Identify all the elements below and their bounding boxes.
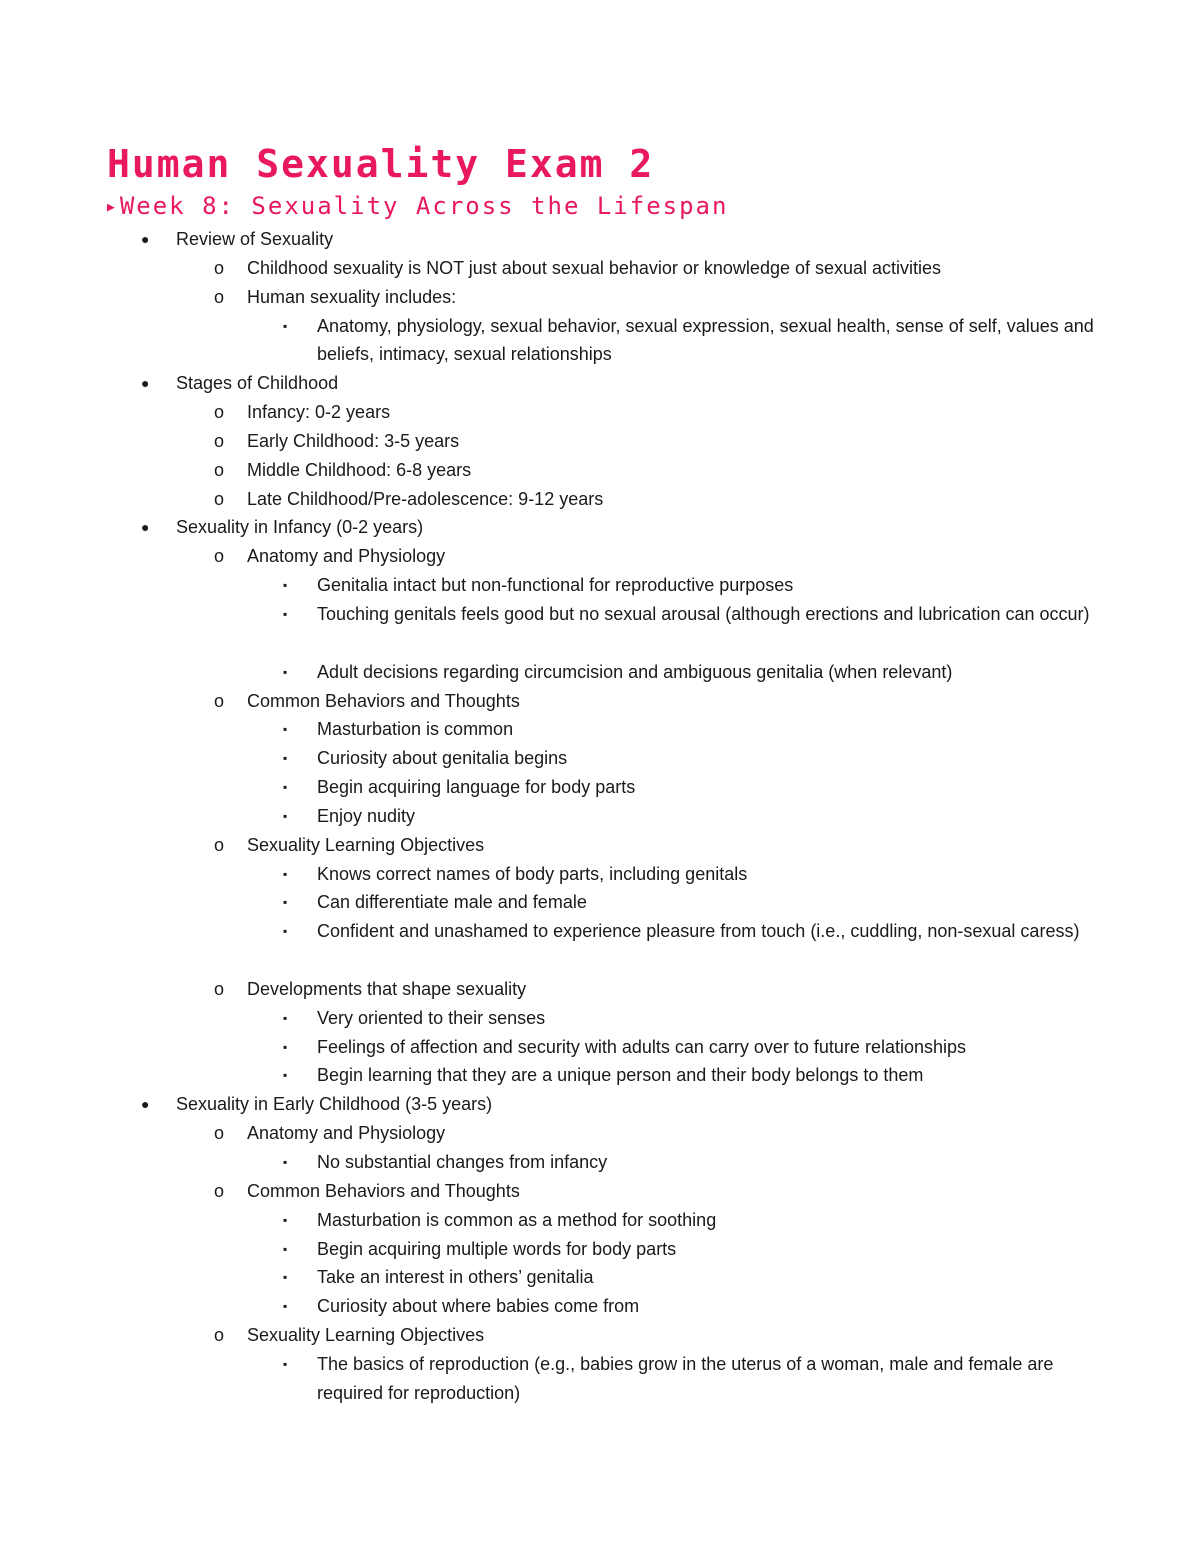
outline-item-level-3 [0, 1292, 1200, 1321]
circle-bullet-icon: o [214, 690, 225, 711]
outline-item-text: Common Behaviors and Thoughts [247, 690, 520, 711]
outline-item-level-3 [0, 860, 1200, 889]
circle-bullet-icon: o [214, 546, 225, 567]
outline-item-text: Review of Sexuality [176, 229, 334, 249]
outline-item-text: Childhood sexuality is NOT just about sexual behavior or knowledge of sexual activities [247, 257, 942, 278]
outline-item-text: Masturbation is common [317, 719, 514, 740]
outline-item-text: Genitalia intact but non-functional for reproductive purposes [317, 575, 794, 596]
outline-item-text: Sexuality in Infancy (0-2 years) [176, 517, 424, 538]
outline-item-text: Begin acquiring multiple words for body parts [317, 1238, 677, 1259]
outline-item-level-2 [0, 427, 1200, 456]
outline-item-text: Common Behaviors and Thoughts [247, 1180, 520, 1201]
bullet-icon: ● [141, 375, 150, 392]
outline-item-text: Anatomy and Physiology [247, 546, 446, 567]
outline-item-level-3 [0, 1004, 1200, 1033]
outline-item-level-2 [0, 542, 1200, 571]
section-heading [107, 190, 728, 224]
circle-bullet-icon: o [214, 430, 225, 451]
outline-item-text: Masturbation is common as a method for soothing [317, 1209, 717, 1230]
outline-item-text: Human sexuality includes: [247, 286, 457, 307]
square-bullet-icon: ▪ [283, 1212, 288, 1227]
outline-item-level-3 [0, 1263, 1200, 1292]
bullet-icon: ● [141, 519, 150, 536]
circle-bullet-icon: o [214, 834, 225, 855]
outline-item-level-3 [0, 888, 1200, 917]
square-bullet-icon: ▪ [283, 318, 288, 333]
square-bullet-icon: ▪ [283, 866, 288, 881]
outline-item-text: Begin acquiring language for body parts [317, 777, 636, 798]
outline-item-level-2 [0, 485, 1200, 514]
bullet-icon: ● [141, 1096, 150, 1113]
outline-item-text: Sexuality Learning Objectives [247, 1325, 485, 1346]
outline-item-text: Adult decisions regarding circumcision and ambiguous genitalia (when relevant) [317, 661, 953, 682]
outline-item-level-3 [0, 744, 1200, 773]
outline-item-text: Can differentiate male and female [317, 892, 587, 913]
outline-item-level-2 [0, 456, 1200, 485]
outline-item-text: No substantial changes from infancy [317, 1152, 608, 1172]
square-bullet-icon: ▪ [283, 1270, 288, 1285]
outline-item-level-3 [0, 1206, 1200, 1235]
outline-item-text: Curiosity about genitalia begins [317, 748, 568, 769]
outline-item-level-1 [0, 513, 1200, 542]
square-bullet-icon: ▪ [283, 1299, 288, 1314]
square-bullet-icon: ▪ [283, 1068, 288, 1083]
outline-item-level-2 [0, 831, 1200, 860]
square-bullet-icon: ▪ [283, 924, 288, 939]
page-title: Human Sexuality Exam 2 [107, 142, 655, 186]
outline-item-text: Begin learning that they are a unique person and their body belongs to them [317, 1065, 924, 1086]
outline-item-level-3 [0, 1061, 1200, 1090]
outline-item-text: Developments that shape sexuality [247, 978, 527, 999]
outline-item-level-2 [0, 687, 1200, 716]
outline-item-level-3 [0, 1033, 1200, 1062]
outline-item-text: Infancy: 0-2 years [247, 402, 391, 423]
outline-item-text: Anatomy, physiology, sexual behavior, sexual expression, sexual health, sense of self, values and beliefs, intimacy, sexual relationships [317, 315, 1094, 365]
outline-item-text: Confident and unashamed to experience pleasure from touch (i.e., cuddling, non-sexual caress) [317, 921, 1080, 942]
outline-item-text: Curiosity about where babies come from [317, 1296, 640, 1317]
square-bullet-icon: ▪ [283, 664, 288, 679]
outline-item-level-3 [0, 715, 1200, 744]
outline-item-level-1 [0, 225, 1200, 254]
outline-item-text: Stages of Childhood [176, 373, 339, 394]
square-bullet-icon: ▪ [283, 1356, 288, 1371]
outline-item-text: Take an interest in others’ genitalia [317, 1267, 594, 1288]
triangle-right-icon: ▶ [107, 200, 115, 215]
square-bullet-icon: ▪ [283, 895, 288, 910]
outline-item-text: Feelings of affection and security with adults can carry over to future relationships [317, 1036, 967, 1057]
outline-item-level-2 [0, 398, 1200, 427]
outline-item-text: Touching genitals feels good but no sexual arousal (although erections and lubrication can occur) [317, 603, 1090, 624]
square-bullet-icon: ▪ [283, 578, 288, 593]
outline-item-level-2 [0, 254, 1200, 283]
outline-item-level-2 [0, 1119, 1200, 1148]
circle-bullet-icon: o [214, 257, 225, 278]
outline-item-level-2 [0, 975, 1200, 1004]
outline-item-text: The basics of reproduction (e.g., babies grow in the uterus of a woman, male and female are required for reproduction) [317, 1353, 1054, 1403]
outline-item-level-1 [0, 369, 1200, 398]
circle-bullet-icon: o [214, 1180, 225, 1201]
outline-item-text: Sexuality in Early Childhood (3-5 years) [176, 1094, 493, 1115]
outline-item-level-3 [0, 802, 1200, 831]
square-bullet-icon: ▪ [283, 808, 288, 823]
square-bullet-icon: ▪ [283, 606, 288, 621]
outline-item-level-3 [0, 773, 1200, 802]
outline-item-text: Late Childhood/Pre-adolescence: 9-12 years [247, 488, 604, 509]
outline-item-text: Knows correct names of body parts, including genitals [317, 863, 748, 884]
outline-item-level-2 [0, 1321, 1200, 1350]
outline-item-text: Sexuality Learning Objectives [247, 834, 485, 855]
outline-item-level-3 [0, 571, 1200, 600]
outline-item-level-3 [0, 1350, 1200, 1408]
square-bullet-icon: ▪ [283, 1241, 288, 1256]
outline-item-level-2 [0, 1177, 1200, 1206]
outline-item-level-1 [0, 1090, 1200, 1119]
bullet-icon: ● [141, 231, 150, 247]
outline-item-text: Anatomy and Physiology [247, 1123, 446, 1144]
square-bullet-icon: ▪ [283, 1155, 288, 1169]
square-bullet-icon: ▪ [283, 751, 288, 766]
outline-item-level-3 [0, 658, 1200, 687]
circle-bullet-icon: o [214, 1123, 225, 1144]
section-heading-text: Week 8: Sexuality Across the Lifespan [119, 192, 729, 220]
circle-bullet-icon: o [214, 286, 225, 307]
circle-bullet-icon: o [214, 978, 225, 999]
outline-item-text: Middle Childhood: 6-8 years [247, 459, 472, 480]
outline-item-level-3 [0, 600, 1200, 658]
outline-item-level-3 [0, 1148, 1200, 1177]
circle-bullet-icon: o [214, 459, 225, 480]
outline-item-level-3 [0, 917, 1200, 975]
outline-item-level-2 [0, 283, 1200, 312]
notes-outline [0, 225, 1200, 1408]
square-bullet-icon: ▪ [283, 1039, 288, 1054]
outline-item-text: Enjoy nudity [317, 805, 416, 826]
square-bullet-icon: ▪ [283, 780, 288, 795]
circle-bullet-icon: o [214, 1325, 225, 1346]
outline-item-level-3 [0, 312, 1200, 370]
outline-item-text: Early Childhood: 3-5 years [247, 430, 460, 451]
circle-bullet-icon: o [214, 402, 225, 423]
circle-bullet-icon: o [214, 488, 225, 509]
square-bullet-icon: ▪ [283, 722, 288, 737]
outline-item-text: Very oriented to their senses [317, 1007, 546, 1028]
square-bullet-icon: ▪ [283, 1010, 288, 1025]
outline-item-level-3 [0, 1235, 1200, 1264]
